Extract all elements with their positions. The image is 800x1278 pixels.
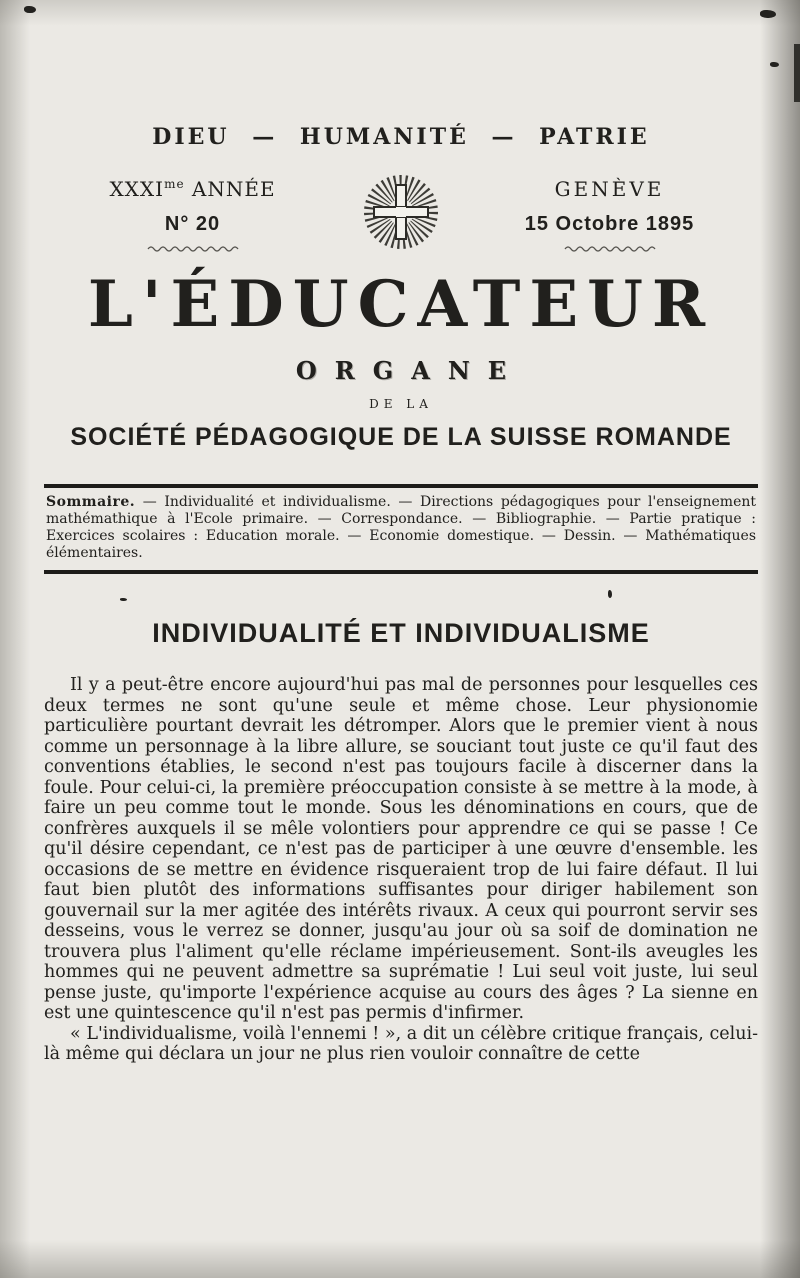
volume-year	[44, 177, 341, 201]
volume-year-superscript: me	[164, 176, 185, 191]
de-la-subtitle: DE LA	[369, 397, 433, 411]
article-paragraph: « L'individualisme, voilà l'ennemi ! », a dit un célèbre critique français, celui-là même qui déclara un jour ne plus rien vouloir connaître de cette	[44, 1023, 758, 1064]
squiggle-ornament	[461, 244, 758, 252]
summary-label: Sommaire.	[46, 494, 136, 510]
sunburst-cross-emblem	[341, 172, 461, 256]
issue-date: 15 Octobre 1895	[524, 212, 695, 235]
volume-year-base: XXXI	[109, 176, 165, 201]
article-paragraph: Il y a peut-être encore aujourd'hui pas mal de personnes pour lesquelles ces deux termes ne sont qu'une seule et même chose. Leur physionomie particulière pourtant devrait les détromper. Alors que le premier vient à nous comme un personnage à la libre allure, se souciant tout juste ce qu'il faut des conventions établies, le second n'est pas toujours facile à discerner dans la foule. Pour celui-ci, la première préoccupation consiste à se mettre à la mode, à faire un peu comme tout le monde. Sous les dénominations en cours, que de confrères auxquels il se mêle volontiers pour apprendre ce qui se passe ! Ce qu'il désire cependant, ce n'est pas de participer à une œuvre d'ensemble. les occasions de se mettre en évidence risqueraient trop de lui faire défaut. Il lui faut bien plutôt des informations suffisantes pour diriger habilement son gouvernail sur la mer agitée des intérêts rivaux. A ceux qui pourront servir ses desseins, vous le verrez se donner, jusqu'au jour où sa soif de domination ne trouvera plus l'aliment qu'elle réclame impérieusement. Sont-ils aveugles les hommes qui ne peuvent admettre sa suprématie ! Lui seul voit juste, lui seul pense juste, qu'importe l'expérience acquise au cours des âges ? La sienne en est une quintescence qu'il n'est pas permis d'infirmer.	[44, 675, 758, 1023]
issue-number: N° 20	[164, 212, 221, 235]
journal-title: L'ÉDUCATEUR	[87, 267, 715, 342]
squiggle-ornament	[44, 244, 341, 252]
scan-edge-mark	[794, 44, 800, 102]
summary-text: — Individualité et individualisme. — Directions pédagogiques pour l'enseignement mathémathique à l'Ecole primaire. — Correspondance. — Bibliographie. — Partie pratique : Exercices scolaires : Education morale. — Economie domestique. — Dessin. — Mathématiques élémentaires.	[46, 494, 756, 561]
masthead-left-block	[44, 177, 341, 252]
volume-year-rest: ANNÉE	[184, 176, 276, 201]
masthead-row	[44, 172, 758, 256]
masthead-right-block	[461, 177, 758, 252]
masthead-motto: DIEU — HUMANITÉ — PATRIE	[152, 124, 650, 150]
scan-speck	[770, 62, 779, 67]
organe-subtitle: ORGANE	[295, 356, 525, 385]
scan-speck	[24, 6, 36, 13]
scan-speck	[760, 10, 776, 18]
summary-block	[44, 484, 758, 574]
page-content	[44, 0, 758, 1065]
society-name: SOCIÉTÉ PÉDAGOGIQUE DE LA SUISSE ROMANDE	[70, 423, 732, 451]
article-heading: INDIVIDUALITÉ ET INDIVIDUALISME	[152, 618, 650, 648]
city: GENÈVE	[554, 176, 665, 201]
